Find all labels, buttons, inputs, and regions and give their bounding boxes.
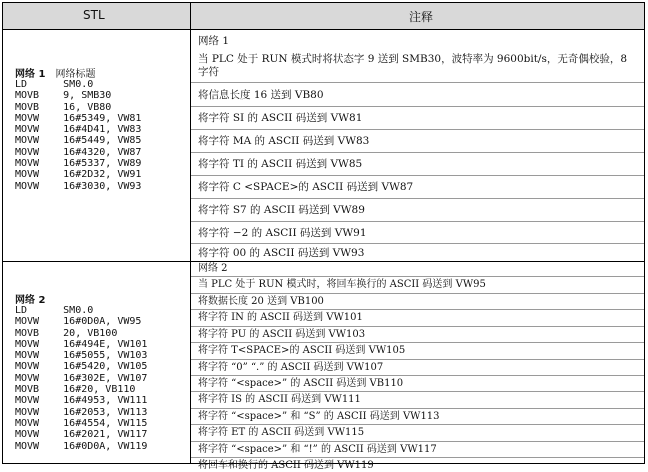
code-line: MOVB 16, VB80 <box>15 101 112 113</box>
code-line: MOVW 16#0D0A, VW119 <box>15 440 148 452</box>
network-divider <box>3 261 644 262</box>
net2-note: 将字符 T<SPACE>的 ASCII 码送到 VW105 <box>198 345 406 357</box>
code-line: MOVW 16#5337, VW89 <box>15 158 142 170</box>
row-divider <box>191 276 644 277</box>
net2-note: 将字符 PU 的 ASCII 码送到 VW103 <box>198 328 366 340</box>
code-line: MOVW 16#4D41, VW83 <box>15 124 142 136</box>
net2-note: 网络 2 <box>198 263 228 274</box>
net2-note: 将数据长度 20 送到 VB100 <box>198 295 324 307</box>
row-divider <box>191 293 644 294</box>
net2-note: 当 PLC 处于 RUN 模式时，将回车换行的 ASCII 码送到 VW95 <box>198 279 486 291</box>
column-divider <box>190 3 191 463</box>
net2-note: 将字符 “<space>” 和 “!” 的 ASCII 码送到 VW117 <box>198 443 437 455</box>
net1-code <box>15 79 141 192</box>
row-divider <box>191 152 644 153</box>
code-line: MOVW 16#2D32, VW91 <box>15 169 142 181</box>
header-note: 注释 <box>409 10 434 24</box>
code-line: MOVW 16#0D0A, VW95 <box>15 316 142 328</box>
net1-note: 将字符 S7 的 ASCII 码送到 VW89 <box>198 204 365 216</box>
net2-note: 将字符 “0” “.” 的 ASCII 码送到 VW107 <box>198 361 384 373</box>
row-divider <box>191 408 644 409</box>
code-line: LD SM0.0 <box>15 79 94 90</box>
net2-code <box>15 305 147 452</box>
row-divider <box>191 106 644 107</box>
net2-note: 将字符 “<space>” 和 “S” 的 ASCII 码送到 VW113 <box>198 410 440 422</box>
row-divider <box>191 424 644 425</box>
code-line: MOVW 16#5055, VW103 <box>15 350 148 362</box>
net1-note: 将字符 SI 的 ASCII 码送到 VW81 <box>198 112 363 124</box>
row-divider <box>191 326 644 327</box>
net2-note: 将字符 ET 的 ASCII 码送到 VW115 <box>198 427 365 439</box>
code-line: LD SM0.0 <box>15 305 94 316</box>
row-divider <box>191 457 644 458</box>
code-line: MOVW 16#3030, VW93 <box>15 180 142 192</box>
code-line: MOVB 9, SMB30 <box>15 90 112 102</box>
code-line: MOVW 16#302E, VW107 <box>15 372 148 384</box>
code-line: MOVW 16#2053, VW113 <box>15 406 148 418</box>
net1-note: 将字符 TI 的 ASCII 码送到 VW85 <box>198 158 363 170</box>
net1-note: 当 PLC 处于 RUN 模式时将状态字 9 送到 SMB30，波特率为 9600bit/s，无奇偶校验，8 字符 <box>198 53 628 78</box>
net2-note: 将字符 IN 的 ASCII 码送到 VW101 <box>198 312 363 324</box>
header-stl: STL <box>83 8 105 22</box>
code-line: MOVB 20, VB100 <box>15 327 118 339</box>
row-divider <box>191 198 644 199</box>
code-line: MOVW 16#4554, VW115 <box>15 417 148 429</box>
code-line: MOVW 16#494E, VW101 <box>15 338 148 350</box>
row-divider <box>191 342 644 343</box>
row-divider <box>191 221 644 222</box>
table-header <box>3 3 644 30</box>
net2-note: 将字符 IS 的 ASCII 码送到 VW111 <box>198 394 361 406</box>
net1-note: 将字符 MA 的 ASCII 码送到 VW83 <box>198 135 370 147</box>
code-line: MOVW 16#4953, VW111 <box>15 395 148 407</box>
row-divider <box>191 309 644 310</box>
net2-title: 网络 2 <box>15 295 46 306</box>
row-divider <box>191 375 644 376</box>
net1-note: 将字符 C <SPACE>的 ASCII 码送到 VW87 <box>198 181 414 193</box>
stl-table <box>2 2 645 471</box>
net2-note: 将字符 “<space>” 的 ASCII 码送到 VB110 <box>198 377 404 389</box>
row-divider <box>191 441 644 442</box>
row-divider <box>191 391 644 392</box>
row-divider <box>191 129 644 130</box>
net1-note: 将字符 00 的 ASCII 码送到 VW93 <box>198 247 365 259</box>
net1-note: 将字符 −2 的 ASCII 码送到 VW91 <box>198 227 367 239</box>
code-line: MOVW 16#4320, VW87 <box>15 146 142 158</box>
net1-note: 将信息长度 16 送到 VB80 <box>198 89 324 101</box>
net1-title: 网络 1 网络标题 <box>15 69 96 80</box>
code-line: MOVW 16#5420, VW105 <box>15 361 148 373</box>
code-line: MOVW 16#5449, VW85 <box>15 135 142 147</box>
net1-note: 网络 1 <box>198 35 230 47</box>
row-divider <box>191 243 644 244</box>
code-line: MOVW 16#5349, VW81 <box>15 112 142 124</box>
net2-note: 将回车和换行的 ASCII 码送到 VW119 <box>198 460 374 471</box>
row-divider <box>191 359 644 360</box>
code-line: MOVW 16#2021, VW117 <box>15 429 148 441</box>
code-line: MOVB 16#20, VB110 <box>15 384 136 396</box>
row-divider <box>191 82 644 83</box>
row-divider <box>191 175 644 176</box>
